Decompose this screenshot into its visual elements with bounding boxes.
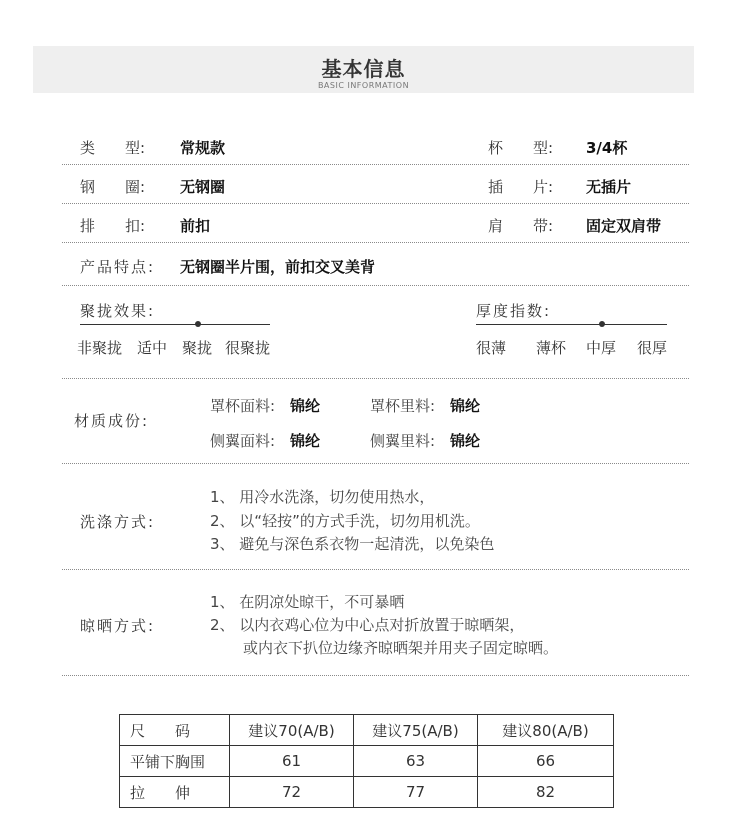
divider — [62, 569, 689, 570]
table-cell: 拉 伸 — [120, 777, 230, 808]
section-subtitle: BASIC INFORMATION — [317, 81, 410, 90]
wire-label: 钢 圈: — [80, 178, 146, 196]
table-header-cell: 建议75(A/B) — [354, 715, 478, 746]
push-up-indicator — [195, 321, 201, 327]
divider — [62, 285, 689, 286]
push-up-option: 很聚拢 — [225, 339, 271, 357]
table-header-cell: 尺 码 — [120, 715, 230, 746]
strap-label: 肩 带: — [488, 217, 554, 235]
thickness-option: 很厚 — [637, 339, 668, 357]
push-up-scale-line — [80, 324, 270, 325]
wire-value: 无钢圈 — [180, 178, 226, 196]
closure-value: 前扣 — [180, 217, 211, 235]
drying-label: 晾晒方式: — [80, 617, 156, 635]
cup-lining-value: 锦纶 — [450, 397, 481, 415]
table-cell: 61 — [230, 746, 354, 777]
wing-face-value: 锦纶 — [290, 432, 321, 450]
divider — [62, 675, 689, 676]
feature-value: 无钢圈半片围，前扣交叉美背 — [180, 258, 376, 276]
insert-value: 无插片 — [586, 178, 632, 196]
divider — [62, 164, 689, 165]
table-cell: 77 — [354, 777, 478, 808]
cup-value: 3/4杯 — [586, 139, 628, 157]
drying-step: 或内衣下扒位边缘齐晾晒架并用夹子固定晾晒。 — [243, 639, 559, 657]
table-row — [120, 746, 614, 777]
cup-face-label: 罩杯面料: — [210, 397, 276, 415]
table-cell: 82 — [478, 777, 614, 808]
section-title: 基本信息 — [321, 57, 406, 81]
wing-face-label: 侧翼面料: — [210, 432, 276, 450]
divider — [62, 203, 689, 204]
push-up-label: 聚拢效果: — [80, 302, 156, 320]
insert-label: 插 片: — [488, 178, 554, 196]
material-label: 材质成份: — [74, 412, 150, 430]
push-up-option: 适中 — [137, 339, 168, 357]
closure-label: 排 扣: — [80, 217, 146, 235]
washing-label: 洗涤方式: — [80, 513, 156, 531]
thickness-scale-line — [476, 324, 667, 325]
drying-step: 1、 在阴凉处晾干，不可暴晒 — [210, 593, 405, 611]
cup-face-value: 锦纶 — [290, 397, 321, 415]
divider — [62, 378, 689, 379]
thickness-option: 薄杯 — [536, 339, 567, 357]
table-cell: 平铺下胸围 — [120, 746, 230, 777]
type-label: 类 型: — [80, 139, 146, 157]
push-up-option: 非聚拢 — [77, 339, 123, 357]
divider — [62, 463, 689, 464]
strap-value: 固定双肩带 — [586, 217, 662, 235]
divider — [62, 242, 689, 243]
table-cell: 72 — [230, 777, 354, 808]
washing-step: 3、 避免与深色系衣物一起清洗，以免染色 — [210, 535, 495, 553]
table-header-cell: 建议80(A/B) — [478, 715, 614, 746]
feature-label: 产品特点: — [80, 258, 156, 276]
table-row — [120, 777, 614, 808]
thickness-option: 很薄 — [476, 339, 507, 357]
washing-step: 1、 用冷水洗涤，切勿使用热水， — [210, 488, 435, 506]
thickness-indicator — [599, 321, 605, 327]
size-table — [119, 714, 614, 808]
push-up-option: 聚拢 — [182, 339, 213, 357]
table-header-row — [120, 715, 614, 746]
table-cell: 63 — [354, 746, 478, 777]
cup-lining-label: 罩杯里料: — [370, 397, 436, 415]
thickness-option: 中厚 — [586, 339, 617, 357]
type-value: 常规款 — [180, 139, 226, 157]
wing-lining-value: 锦纶 — [450, 432, 481, 450]
wing-lining-label: 侧翼里料: — [370, 432, 436, 450]
section-header — [33, 46, 694, 93]
washing-step: 2、 以“轻按”的方式手洗，切勿用机洗。 — [210, 512, 480, 530]
cup-label: 杯 型: — [488, 139, 554, 157]
table-cell: 66 — [478, 746, 614, 777]
thickness-label: 厚度指数: — [476, 302, 552, 320]
table-header-cell: 建议70(A/B) — [230, 715, 354, 746]
drying-step: 2、 以内衣鸡心位为中心点对折放置于晾晒架， — [210, 616, 525, 634]
